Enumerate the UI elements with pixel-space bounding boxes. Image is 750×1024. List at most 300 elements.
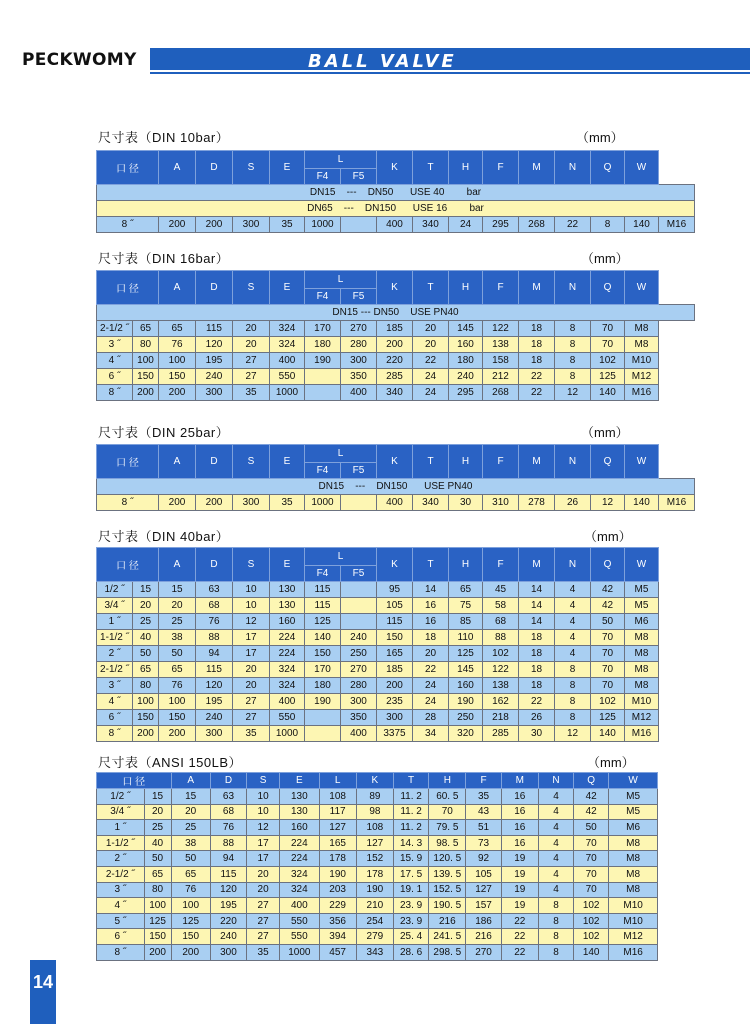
value-cell: 14. 3 [394,835,429,851]
header-cell: F5 [341,463,377,479]
value-cell: 190 [319,866,356,882]
value-cell: 65 [159,321,196,337]
value-cell: 79. 5 [429,820,466,836]
value-cell: 20 [233,321,270,337]
value-cell: 94 [210,851,246,867]
value-cell: 185 [377,321,413,337]
value-cell: 340 [413,495,449,511]
value-cell: 400 [270,353,305,369]
table-row [97,898,658,914]
value-cell: 88 [210,835,246,851]
value-cell: 8 [555,662,591,678]
value-cell: 22 [413,353,449,369]
product-title: BALL VALVE [308,51,457,72]
note-text: --- [343,203,354,214]
value-cell: 50 [574,820,609,836]
value-cell: 125 [305,614,341,630]
header-cell: 口 径 [97,445,159,479]
value-cell: 268 [483,385,519,401]
header-cell: K [377,151,413,185]
size-cell: 1 ˝ [97,820,145,836]
value-cell: 51 [466,820,501,836]
table-row [97,835,658,851]
header-cell: E [280,773,319,789]
value-cell: 400 [377,217,413,233]
header-cell: K [377,271,413,305]
value-cell: 65 [144,866,171,882]
value-cell: 16 [501,804,538,820]
value-cell: 200 [159,385,196,401]
value-cell: 250 [449,710,483,726]
value-cell: 8 [555,678,591,694]
value-cell: 400 [341,385,377,401]
size-cell: 8 ˝ [97,726,133,742]
value-cell: 200 [171,944,210,960]
value-cell: 300 [210,944,246,960]
section-title-din25: 尺寸表（DIN 25bar） [98,425,230,440]
value-cell: 138 [483,337,519,353]
value-cell: 140 [625,217,659,233]
brand-logo: PECKWOMY [22,50,137,70]
header-cell: M [519,151,555,185]
value-cell: 25 [171,820,210,836]
value-cell: 12 [591,495,625,511]
value-cell: 50 [159,646,196,662]
value-cell: 127 [356,835,393,851]
size-cell: 4 ˝ [97,898,145,914]
table-row [97,353,695,369]
header-cell: E [270,548,305,582]
value-cell: 17 [247,851,280,867]
value-cell: 18 [519,321,555,337]
value-cell: 100 [133,694,159,710]
value-cell: 1000 [280,944,319,960]
value-cell: 350 [341,369,377,385]
value-cell: 75 [449,598,483,614]
table-row [97,217,695,233]
table-row [97,582,695,598]
value-cell: 224 [280,851,319,867]
value-cell: 122 [483,662,519,678]
value-cell: 115 [196,321,233,337]
header-cell: 口 径 [97,548,159,582]
value-cell: 8 [555,369,591,385]
value-cell: 58 [483,598,519,614]
value-cell: 4 [555,646,591,662]
value-cell: 10 [247,804,280,820]
size-cell: 6 ˝ [97,369,133,385]
value-cell: 22 [519,369,555,385]
table-row [97,804,658,820]
table-row [97,913,658,929]
value-cell: 20 [413,321,449,337]
note-text: DN15 [318,481,345,492]
value-cell: 4 [555,614,591,630]
value-cell: 89 [356,789,393,805]
value-cell: 20 [247,882,280,898]
value-cell: 108 [356,820,393,836]
value-cell: 185 [377,662,413,678]
table-row [97,614,695,630]
value-cell: 50 [144,851,171,867]
size-cell: 5 ˝ [97,913,145,929]
value-cell: 18 [413,630,449,646]
value-cell: 11. 2 [394,804,429,820]
header-cell: L [305,151,377,169]
value-cell: 88 [483,630,519,646]
page-number: 14 [33,972,54,992]
value-cell: 120 [196,678,233,694]
header-cell: F [483,548,519,582]
header-cell: Q [591,445,625,479]
value-cell: 88 [196,630,233,646]
value-cell: 22 [519,385,555,401]
value-cell: 20 [247,866,280,882]
value-cell: 300 [196,385,233,401]
header-cell: D [196,445,233,479]
value-cell: 100 [144,898,171,914]
header-cell: W [625,548,659,582]
note-text: DN150 [376,481,408,492]
value-cell: M8 [625,646,659,662]
value-cell: M16 [659,495,695,511]
value-cell: 229 [319,898,356,914]
value-cell: 15 [171,789,210,805]
value-cell: 324 [270,321,305,337]
value-cell: 200 [159,495,196,511]
value-cell: 15 [133,582,159,598]
header-cell: T [394,773,429,789]
value-cell: 240 [196,710,233,726]
table-din10 [96,150,695,233]
value-cell: 125 [591,369,625,385]
section-title-ansi150: 尺寸表（ANSI 150LB） [98,755,243,770]
value-cell: 8 [538,944,573,960]
value-cell: 35 [233,726,270,742]
value-cell: M8 [609,866,658,882]
value-cell: 15 [144,789,171,805]
value-cell: 4 [538,882,573,898]
value-cell: 4 [538,851,573,867]
value-cell: 27 [233,353,270,369]
header-cell: H [449,151,483,185]
header-cell: A [171,773,210,789]
value-cell: 80 [133,678,159,694]
value-cell: 20 [233,678,270,694]
value-cell: 40 [144,835,171,851]
value-cell: 140 [625,495,659,511]
value-cell: 150 [133,710,159,726]
value-cell: 160 [449,678,483,694]
value-cell: 76 [159,337,196,353]
value-cell: 1000 [305,217,341,233]
table-ansi150 [96,772,658,961]
value-cell: 35 [247,944,280,960]
size-cell: 3/4 ˝ [97,598,133,614]
value-cell: 8 [555,337,591,353]
value-cell: 12 [247,820,280,836]
size-cell: 1/2 ˝ [97,789,145,805]
header-cell: M [519,548,555,582]
value-cell: 195 [196,353,233,369]
value-cell: 4 [538,835,573,851]
value-cell: 102 [574,929,609,945]
value-cell: 180 [305,337,341,353]
header-cell: 口 径 [97,773,172,789]
header-cell: H [429,773,466,789]
note-text: DN50 [367,187,394,198]
value-cell [305,726,341,742]
value-cell: 324 [280,882,319,898]
value-cell: 38 [171,835,210,851]
value-cell: M10 [609,913,658,929]
value-cell: 145 [449,662,483,678]
value-cell: 18 [519,630,555,646]
value-cell: 285 [377,369,413,385]
value-cell: 22 [501,913,538,929]
value-cell: 20 [159,598,196,614]
value-cell: 1000 [305,495,341,511]
header-cell: Q [591,271,625,305]
value-cell: 216 [429,913,466,929]
value-cell: 241. 5 [429,929,466,945]
header-cell: F [466,773,501,789]
value-cell: 122 [483,321,519,337]
note-row [97,305,695,321]
value-cell: 14 [519,582,555,598]
value-cell: 19 [501,851,538,867]
value-cell: 200 [377,678,413,694]
value-cell: 65 [171,866,210,882]
header-cell: 口 径 [97,271,159,305]
value-cell: 12 [233,614,270,630]
value-cell: 268 [519,217,555,233]
header-cell: L [305,548,377,566]
unit-label-din10: （mm） [576,130,624,145]
value-cell: 356 [319,913,356,929]
value-cell: 150 [171,929,210,945]
value-cell: 15. 9 [394,851,429,867]
product-banner [150,48,750,70]
value-cell: 70 [591,337,625,353]
table-row [97,385,695,401]
value-cell: 85 [449,614,483,630]
value-cell: 190 [356,882,393,898]
value-cell: M8 [625,337,659,353]
value-cell: 102 [591,353,625,369]
value-cell: 24 [449,217,483,233]
value-cell: M16 [625,726,659,742]
value-cell: 70 [591,662,625,678]
value-cell: M12 [609,929,658,945]
value-cell: 60. 5 [429,789,466,805]
value-cell: 324 [270,337,305,353]
value-cell: 34 [413,726,449,742]
value-cell: 24 [413,369,449,385]
value-cell: 22 [555,217,591,233]
value-cell: 350 [341,710,377,726]
value-cell: 210 [356,898,393,914]
value-cell: 102 [483,646,519,662]
value-cell: 17 [233,646,270,662]
value-cell: M5 [609,789,658,805]
header-cell: F5 [341,169,377,185]
value-cell: 73 [466,835,501,851]
value-cell: 11. 2 [394,820,429,836]
size-cell: 3/4 ˝ [97,804,145,820]
value-cell: 25 [133,614,159,630]
header-cell: 口 径 [97,151,159,185]
value-cell: 26 [519,710,555,726]
value-cell: 218 [483,710,519,726]
value-cell: 18 [519,662,555,678]
header-cell: F4 [305,566,341,582]
header-cell: D [210,773,246,789]
value-cell: 27 [247,913,280,929]
value-cell: 18 [519,353,555,369]
value-cell: 235 [377,694,413,710]
value-cell: 270 [341,662,377,678]
value-cell: 400 [341,726,377,742]
value-cell: 140 [591,385,625,401]
value-cell: 65 [133,321,159,337]
value-cell: 270 [341,321,377,337]
value-cell: 180 [305,678,341,694]
value-cell: 140 [574,944,609,960]
value-cell: 20 [233,337,270,353]
header-cell: W [625,271,659,305]
value-cell: M6 [609,820,658,836]
note-text: USE PN40 [424,481,473,492]
value-cell: 158 [483,353,519,369]
value-cell: 26 [555,495,591,511]
value-cell: 190 [305,353,341,369]
table-row [97,866,658,882]
value-cell: 550 [270,710,305,726]
value-cell: 120 [210,882,246,898]
value-cell: 18 [519,337,555,353]
table-din16 [96,270,695,401]
note-row [97,201,695,217]
table-row [97,929,658,945]
value-cell: 105 [377,598,413,614]
value-cell: 300 [233,495,270,511]
header-cell: M [519,271,555,305]
size-cell: 2 ˝ [97,646,133,662]
table-row [97,598,695,614]
note-text: DN15 --- DN50 [332,307,400,318]
value-cell: 140 [591,726,625,742]
value-cell: 190 [305,694,341,710]
value-cell: 4 [538,804,573,820]
value-cell: 70 [574,851,609,867]
value-cell: 190 [449,694,483,710]
header-cell: T [413,151,449,185]
value-cell: 50 [171,851,210,867]
table-row [97,662,695,678]
value-cell: 115 [196,662,233,678]
value-cell: 68 [483,614,519,630]
value-cell: 8 [555,353,591,369]
value-cell: 240 [210,929,246,945]
note-text: bar [469,203,484,214]
value-cell: 120 [196,337,233,353]
header-cell: E [270,151,305,185]
table-row [97,495,695,511]
value-cell: 324 [270,662,305,678]
value-cell: 285 [483,726,519,742]
value-cell: 20 [133,598,159,614]
value-cell: 4 [555,598,591,614]
value-cell: M12 [625,369,659,385]
header-cell: W [609,773,658,789]
value-cell: 152. 5 [429,882,466,898]
value-cell: 42 [591,582,625,598]
value-cell: 200 [159,217,196,233]
value-cell: 400 [377,495,413,511]
value-cell: 35 [233,385,270,401]
value-cell: 120. 5 [429,851,466,867]
value-cell: 394 [319,929,356,945]
table-row [97,630,695,646]
value-cell: 170 [305,321,341,337]
value-cell: 125 [144,913,171,929]
header-cell: A [159,548,196,582]
value-cell: 95 [377,582,413,598]
note-text: --- [355,481,366,492]
value-cell: 102 [574,913,609,929]
size-cell: 8 ˝ [97,944,145,960]
value-cell: 16 [413,598,449,614]
value-cell: 457 [319,944,356,960]
value-cell: 25. 4 [394,929,429,945]
value-cell: 42 [574,789,609,805]
value-cell: 70 [574,835,609,851]
value-cell: 115 [305,598,341,614]
size-cell: 8 ˝ [97,495,159,511]
note-text: DN15 [309,187,336,198]
value-cell: 27 [233,694,270,710]
value-cell: 76 [171,882,210,898]
value-cell: M5 [625,582,659,598]
value-cell: 100 [159,353,196,369]
value-cell: M8 [625,630,659,646]
header-cell: M [501,773,538,789]
page-header [0,44,750,76]
value-cell: 203 [319,882,356,898]
value-cell: 42 [591,598,625,614]
value-cell: 76 [159,678,196,694]
value-cell: 150 [159,710,196,726]
header-cell: H [449,271,483,305]
value-cell: M5 [609,804,658,820]
value-cell: 70 [574,882,609,898]
value-cell: 20 [233,662,270,678]
table-row [97,321,695,337]
header-cell: S [233,271,270,305]
value-cell: 115 [305,582,341,598]
value-cell: M16 [659,217,695,233]
value-cell: 8 [538,929,573,945]
value-cell: 200 [133,385,159,401]
value-cell: 18 [519,646,555,662]
value-cell: 125 [449,646,483,662]
value-cell: 150 [377,630,413,646]
header-cell: S [233,548,270,582]
value-cell: 30 [519,726,555,742]
size-cell: 1/2 ˝ [97,582,133,598]
header-cell: Q [574,773,609,789]
